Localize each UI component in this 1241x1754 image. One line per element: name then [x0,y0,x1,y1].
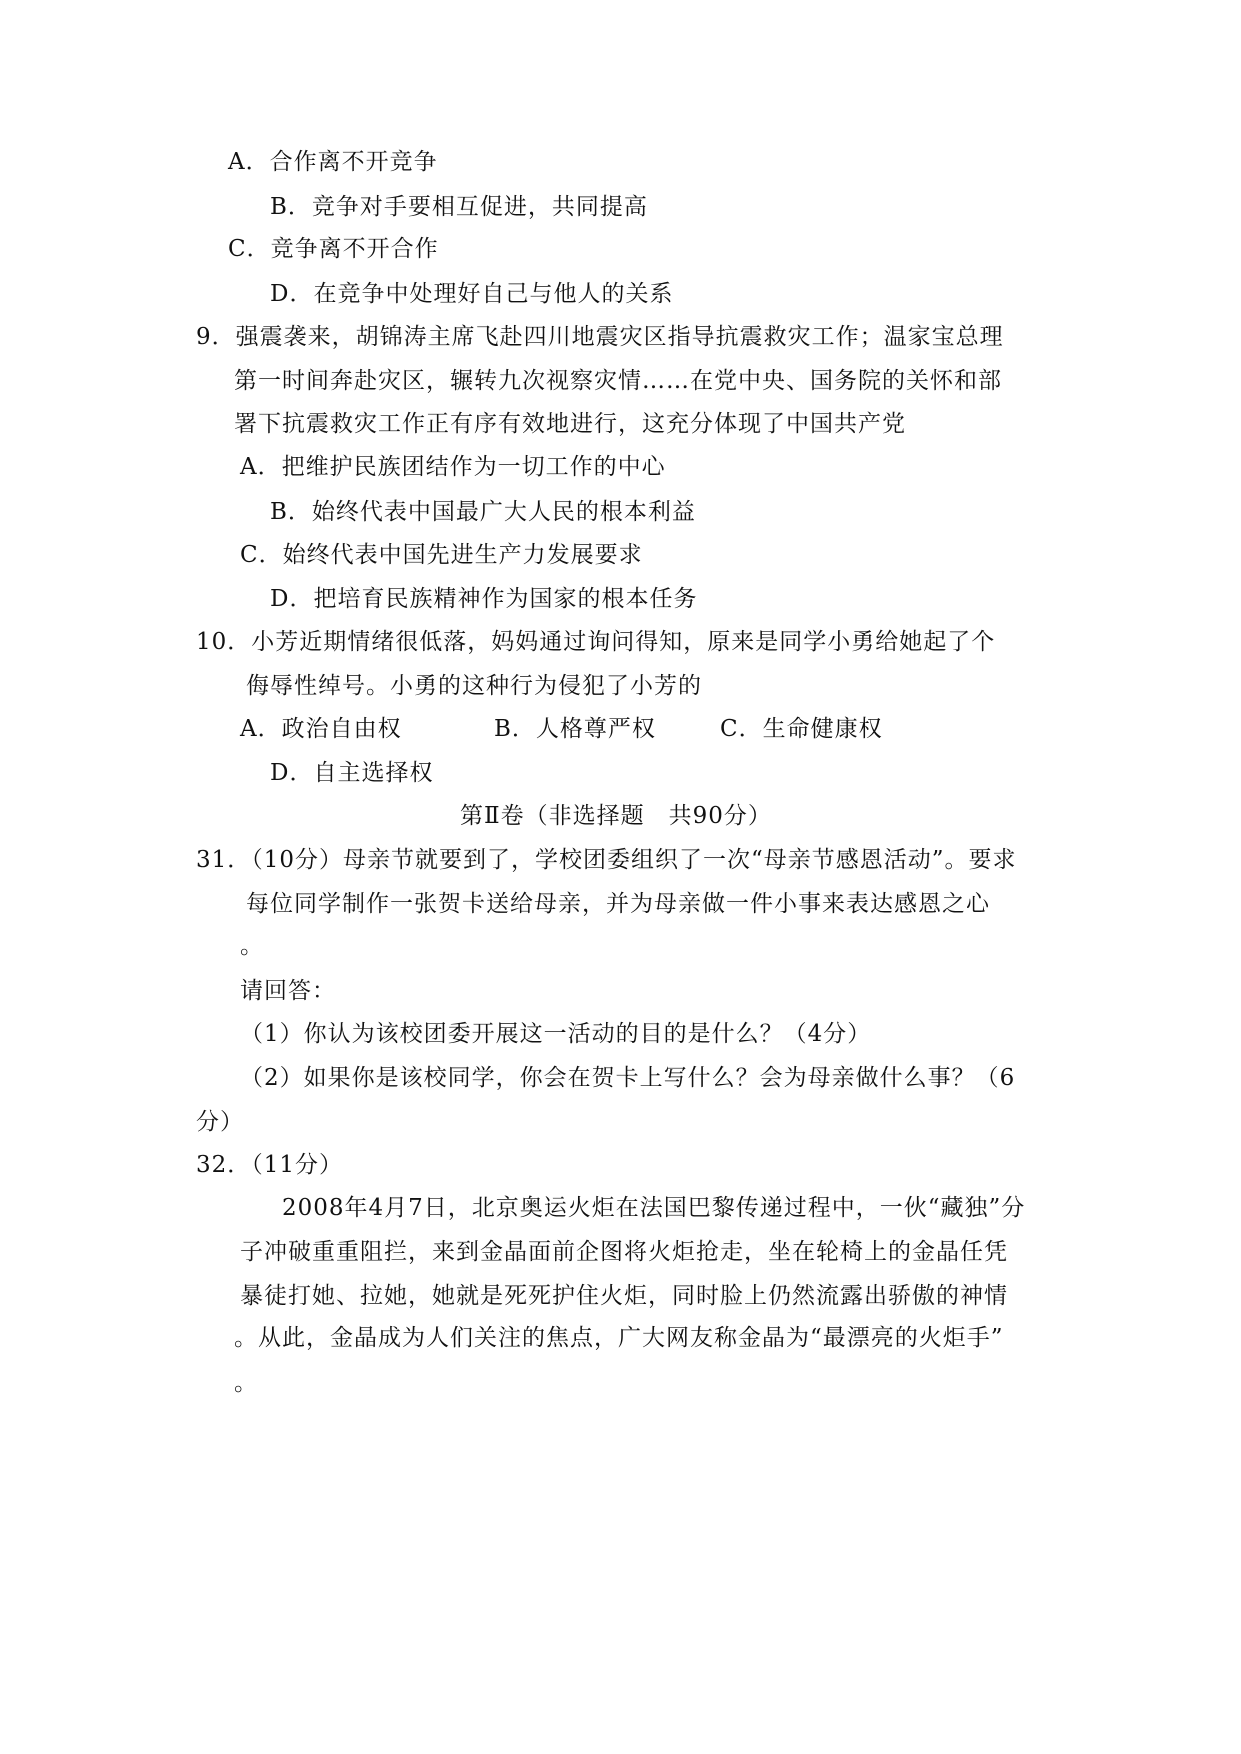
q10-option-d: D．自主选择权 [270,760,434,786]
q10-option-b: B．人格尊严权 [494,716,656,742]
q9-stem-line-2: 第一时间奔赴灾区，辗转九次视察灾情……在党中央、国务院的关怀和部 [234,368,1002,394]
q9-option-b: B．始终代表中国最广大人民的根本利益 [270,499,696,525]
q10-option-a: A．政治自由权 [240,716,402,742]
q31-stem-line-2: 每位同学制作一张贺卡送给母亲，并为母亲做一件小事来表达感恩之心 [246,891,990,917]
q8-option-d: D．在竞争中处理好自己与他人的关系 [270,281,674,307]
q9-option-a: A．把维护民族团结作为一切工作的中心 [240,454,666,480]
q32-passage-line-5: 。 [234,1370,258,1396]
q8-option-b: B．竞争对手要相互促进，共同提高 [270,194,648,220]
q32-heading: 32．（11分） [196,1152,344,1178]
q10-option-c: C．生命健康权 [720,716,883,742]
q9-stem-line-1: 9．强震袭来，胡锦涛主席飞赴四川地震灾区指导抗震救灾工作；温家宝总理 [196,324,1004,350]
q31-stem-line-3: 。 [240,933,264,959]
q32-passage-line-4: 。从此，金晶成为人们关注的焦点，广大网友称金晶为“最漂亮的火炬手” [234,1325,1004,1351]
q8-option-a: A．合作离不开竞争 [228,149,438,175]
section-title: 第Ⅱ卷（非选择题 共90分） [460,803,772,829]
q9-stem-line-3: 署下抗震救灾工作正有序有效地进行，这充分体现了中国共产党 [234,411,906,437]
q32-passage-line-3: 暴徒打她、拉她，她就是死死护住火炬，同时脸上仍然流露出骄傲的神情 [240,1283,1008,1309]
q31-subquestion-1: （1）你认为该校团委开展这一活动的目的是什么？（4分） [240,1021,872,1047]
q10-stem-line-2: 侮辱性绰号。小勇的这种行为侵犯了小芳的 [246,673,702,699]
q31-subquestion-2-line-1: （2）如果你是该校同学，你会在贺卡上写什么？会为母亲做什么事？（6 [240,1065,1016,1091]
q9-option-c: C．始终代表中国先进生产力发展要求 [240,542,643,568]
q32-passage-line-1: 2008年4月7日，北京奥运火炬在法国巴黎传递过程中，一伙“藏独”分 [282,1195,1026,1221]
q10-stem-line-1: 10．小芳近期情绪很低落，妈妈通过询问得知，原来是同学小勇给她起了个 [196,629,996,655]
q31-prompt: 请回答： [240,978,336,1004]
q31-subquestion-2-line-2: 分） [196,1109,244,1135]
q9-option-d: D．把培育民族精神作为国家的根本任务 [270,586,698,612]
q31-stem-line-1: 31．（10分）母亲节就要到了，学校团委组织了一次“母亲节感恩活动”。要求 [196,847,1017,873]
q8-option-c: C．竞争离不开合作 [228,236,439,262]
q32-passage-line-2: 子冲破重重阻拦，来到金晶面前企图将火炬抢走，坐在轮椅上的金晶任凭 [240,1239,1008,1265]
